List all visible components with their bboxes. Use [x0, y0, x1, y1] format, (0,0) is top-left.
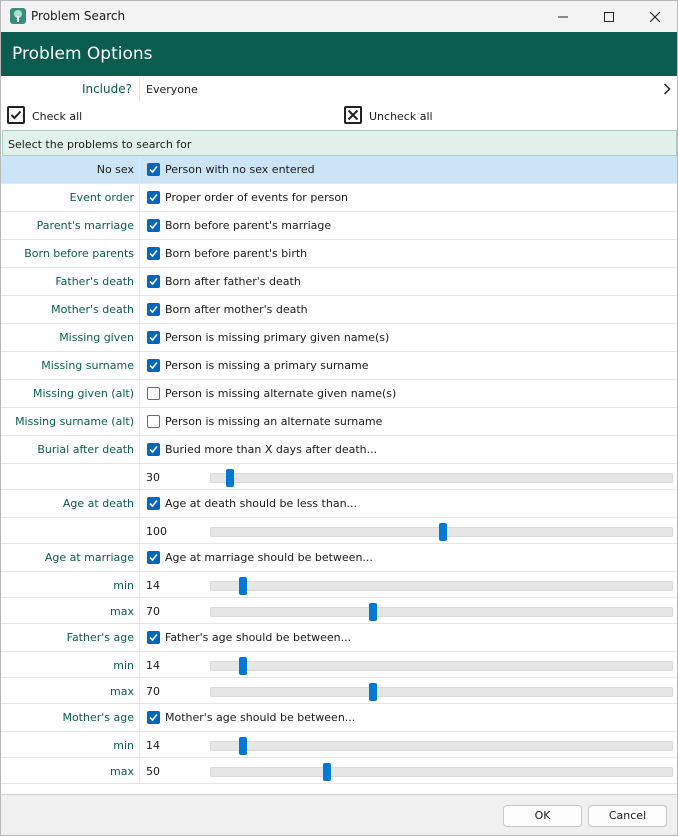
fathers-death-checkbox[interactable] [147, 275, 160, 288]
options-header [1, 32, 677, 76]
fathers-age-max-value[interactable]: 70 [146, 685, 160, 698]
no-sex-cell [139, 156, 677, 183]
event-order-row [1, 184, 677, 212]
checkmark-icon [148, 712, 159, 723]
burial-days-row [1, 464, 677, 490]
check-all-label[interactable]: Check all [32, 110, 83, 123]
burial-days-slider-thumb[interactable] [226, 469, 234, 487]
fathers-age-min-value[interactable]: 14 [146, 659, 160, 672]
ok-button[interactable]: OK [503, 805, 582, 827]
age-at-death-label: Age at death [62, 497, 134, 510]
fathers-death-row [1, 268, 677, 296]
checkmark-icon [148, 304, 159, 315]
mothers-age-min-slider[interactable] [210, 741, 673, 751]
fathers-age-min-label: min [113, 659, 134, 672]
maximize-button[interactable] [586, 1, 632, 32]
checkmark-icon [148, 192, 159, 203]
close-icon [650, 12, 660, 22]
fathers-age-max-cell [139, 678, 677, 703]
fathers-death-description: Born after father's death [165, 275, 301, 288]
mothers-age-max-row [1, 758, 677, 784]
age-at-death-limit-row [1, 518, 677, 544]
include-value: Everyone [146, 83, 198, 96]
no-sex-label: No sex [96, 163, 134, 176]
event-order-description: Proper order of events for person [165, 191, 349, 204]
burial-after-death-row [1, 436, 677, 464]
mothers-age-cell [139, 704, 677, 731]
age-at-marriage-max-slider[interactable] [210, 607, 673, 617]
uncheck-all-button[interactable] [344, 106, 362, 124]
parents-marriage-description: Born before parent's marriage [165, 219, 332, 232]
missing-given-alt-cell [139, 380, 677, 407]
age-at-marriage-label: Age at marriage [44, 551, 134, 564]
age-at-marriage-max-slider-thumb[interactable] [369, 603, 377, 621]
born-before-parents-description: Born before parent's birth [165, 247, 308, 260]
fathers-age-max-slider[interactable] [210, 687, 673, 697]
missing-surname-alt-label: Missing surname (alt) [15, 415, 134, 428]
problem-list [1, 156, 677, 784]
mothers-age-row [1, 704, 677, 732]
fathers-age-min-row [1, 652, 677, 678]
checkmark-icon [148, 164, 159, 175]
mothers-age-max-cell [139, 758, 677, 783]
maximize-icon [604, 12, 614, 22]
no-sex-description: Person with no sex entered [165, 163, 315, 176]
burial-after-death-label: Burial after death [37, 443, 134, 456]
fathers-age-min-slider-thumb[interactable] [239, 657, 247, 675]
age-at-marriage-row [1, 544, 677, 572]
missing-surname-alt-checkbox[interactable] [147, 415, 160, 428]
age-at-death-cell [139, 490, 677, 517]
check-toolbar [1, 103, 677, 129]
born-before-parents-row [1, 240, 677, 268]
missing-surname-cell [139, 352, 677, 379]
age-at-marriage-max-cell [139, 598, 677, 623]
born-before-parents-label: Born before parents [24, 247, 134, 260]
age-at-marriage-cell [139, 544, 677, 571]
missing-given-alt-row [1, 380, 677, 408]
checkmark-icon [148, 360, 159, 371]
missing-surname-alt-cell [139, 408, 677, 435]
no-sex-checkbox[interactable] [147, 163, 160, 176]
age-at-death-description: Age at death should be less than... [165, 497, 358, 510]
missing-given-row [1, 324, 677, 352]
missing-surname-alt-description: Person is missing an alternate surname [165, 415, 383, 428]
checkmark-icon [148, 276, 159, 287]
age-at-marriage-max-value[interactable]: 70 [146, 605, 160, 618]
age-at-marriage-min-label: min [113, 579, 134, 592]
select-problems-text: Select the problems to search for [8, 138, 192, 151]
page-title: Problem Options [12, 44, 153, 64]
fathers-age-max-slider-thumb[interactable] [369, 683, 377, 701]
no-sex-row [1, 156, 677, 184]
mothers-age-min-slider-thumb[interactable] [239, 737, 247, 755]
event-order-cell [139, 184, 677, 211]
mothers-age-label: Mother's age [62, 711, 134, 724]
fathers-age-min-cell [139, 652, 677, 677]
age-at-marriage-min-cell [139, 572, 677, 597]
missing-given-alt-description: Person is missing alternate given name(s) [165, 387, 397, 400]
missing-given-cell [139, 324, 677, 351]
fathers-age-label: Father's age [66, 631, 134, 644]
mothers-death-cell [139, 296, 677, 323]
uncheck-all-label[interactable]: Uncheck all [369, 110, 433, 123]
fathers-death-label: Father's death [55, 275, 134, 288]
event-order-label: Event order [69, 191, 134, 204]
burial-after-death-cell [139, 436, 677, 463]
mothers-death-description: Born after mother's death [165, 303, 308, 316]
select-problems-banner [2, 130, 677, 156]
burial-days-cell [139, 464, 677, 489]
mothers-age-checkbox[interactable] [147, 711, 160, 724]
age-at-death-checkbox[interactable] [147, 497, 160, 510]
mothers-age-max-label: max [110, 765, 134, 778]
age-at-marriage-min-value[interactable]: 14 [146, 579, 160, 592]
fathers-age-row [1, 624, 677, 652]
include-label: Include? [81, 82, 132, 96]
age-at-marriage-max-row [1, 598, 677, 624]
age-at-death-limit-cell [139, 518, 677, 543]
mothers-death-label: Mother's death [51, 303, 134, 316]
mothers-age-max-slider[interactable] [210, 767, 673, 777]
born-before-parents-cell [139, 240, 677, 267]
include-selector[interactable] [139, 78, 677, 102]
born-before-parents-checkbox[interactable] [147, 247, 160, 260]
missing-given-label: Missing given [59, 331, 134, 344]
mothers-death-row [1, 296, 677, 324]
checkmark-icon [148, 332, 159, 343]
burial-days-slider[interactable] [210, 473, 673, 483]
fathers-age-cell [139, 624, 677, 651]
cancel-button[interactable]: Cancel [588, 805, 667, 827]
close-button[interactable] [632, 1, 678, 32]
fathers-age-min-slider[interactable] [210, 661, 673, 671]
age-at-death-limit-slider[interactable] [210, 527, 673, 537]
age-at-marriage-min-slider[interactable] [210, 581, 673, 591]
fathers-death-cell [139, 268, 677, 295]
mothers-age-min-cell [139, 732, 677, 757]
missing-surname-checkbox[interactable] [147, 359, 160, 372]
burial-days-value[interactable]: 30 [146, 471, 160, 484]
age-at-marriage-min-slider-thumb[interactable] [239, 577, 247, 595]
minimize-icon [558, 12, 568, 22]
age-at-marriage-min-row [1, 572, 677, 598]
checkmark-icon [148, 220, 159, 231]
chevron-right-icon [663, 82, 671, 99]
fathers-age-description: Father's age should be between... [165, 631, 352, 644]
dialog-footer [1, 794, 677, 835]
mothers-death-checkbox[interactable] [147, 303, 160, 316]
checkmark-icon [148, 444, 159, 455]
fathers-age-max-label: max [110, 685, 134, 698]
parents-marriage-cell [139, 212, 677, 239]
mothers-age-max-value[interactable]: 50 [146, 765, 160, 778]
parents-marriage-checkbox[interactable] [147, 219, 160, 232]
age-at-death-limit-value[interactable]: 100 [146, 525, 167, 538]
missing-given-description: Person is missing primary given name(s) [165, 331, 390, 344]
burial-after-death-checkbox[interactable] [147, 443, 160, 456]
checkmark-icon [148, 248, 159, 259]
minimize-button[interactable] [540, 1, 586, 32]
window-title: Problem Search [31, 9, 126, 23]
age-at-marriage-checkbox[interactable] [147, 551, 160, 564]
age-at-marriage-description: Age at marriage should be between... [165, 551, 373, 564]
fathers-age-checkbox[interactable] [147, 631, 160, 644]
missing-surname-description: Person is missing a primary surname [165, 359, 369, 372]
age-at-death-limit-slider-thumb[interactable] [439, 523, 447, 541]
checkmark-icon [148, 552, 159, 563]
age-at-marriage-max-label: max [110, 605, 134, 618]
parents-marriage-label: Parent's marriage [36, 219, 134, 232]
mothers-age-min-row [1, 732, 677, 758]
app-icon [10, 8, 26, 24]
mothers-age-description: Mother's age should be between... [165, 711, 356, 724]
age-at-death-row [1, 490, 677, 518]
fathers-age-max-row [1, 678, 677, 704]
missing-given-alt-label: Missing given (alt) [33, 387, 134, 400]
missing-surname-alt-row [1, 408, 677, 436]
mothers-age-min-value[interactable]: 14 [146, 739, 160, 752]
event-order-checkbox[interactable] [147, 191, 160, 204]
check-all-button[interactable] [7, 106, 25, 124]
missing-given-checkbox[interactable] [147, 331, 160, 344]
missing-given-alt-checkbox[interactable] [147, 387, 160, 400]
parents-marriage-row [1, 212, 677, 240]
missing-surname-row [1, 352, 677, 380]
checkmark-icon [9, 108, 23, 122]
mothers-age-min-label: min [113, 739, 134, 752]
title-bar [1, 1, 677, 32]
checkmark-icon [148, 632, 159, 643]
checkmark-icon [148, 498, 159, 509]
burial-after-death-description: Buried more than X days after death... [165, 443, 378, 456]
x-mark-icon [346, 108, 360, 122]
mothers-age-max-slider-thumb[interactable] [323, 763, 331, 781]
missing-surname-label: Missing surname [41, 359, 134, 372]
